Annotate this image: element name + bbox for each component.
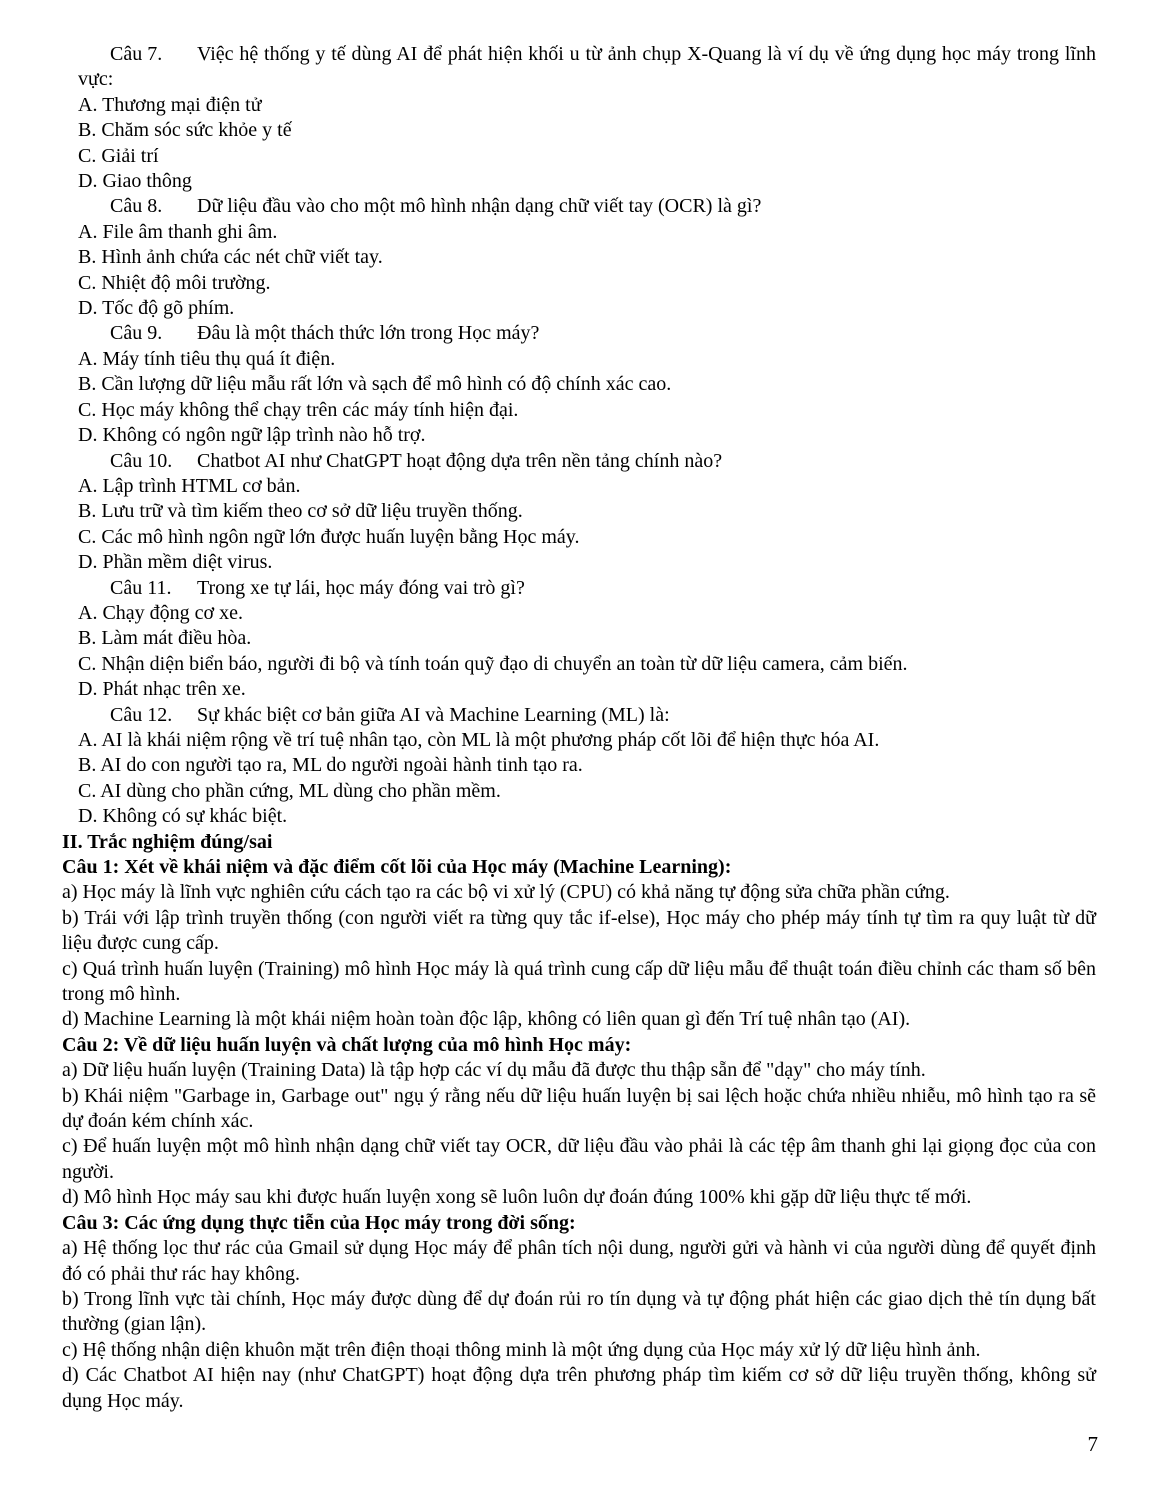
question-text: Sự khác biệt cơ bản giữa AI và Machine Learning (ML) là:	[197, 703, 670, 726]
tf-statement: d) Mô hình Học máy sau khi được huấn luyện xong sẽ luôn luôn dự đoán đúng 100% khi gặp dữ liệu thực tế mới.	[62, 1186, 972, 1209]
question-number: Câu 9.	[110, 322, 163, 345]
question-option: D. Không có sự khác biệt.	[78, 805, 288, 828]
question-option: C. Các mô hình ngôn ngữ lớn được huấn luyện bằng Học máy.	[78, 525, 580, 548]
question-option: B. Lưu trữ và tìm kiếm theo cơ sở dữ liệu truyền thống.	[78, 500, 523, 523]
question-option: A. AI là khái niệm rộng về trí tuệ nhân tạo, còn ML là một phương pháp cốt lõi để hiện thực hóa AI.	[78, 728, 880, 751]
tf-statement: a) Học máy là lĩnh vực nghiên cứu cách tạo ra các bộ vi xử lý (CPU) có khả năng tự động sửa chữa phần cứng.	[62, 881, 950, 904]
question-header	[78, 42, 1096, 93]
question-option: D. Không có ngôn ngữ lập trình nào hỗ trợ.	[78, 424, 426, 447]
question-option: A. Máy tính tiêu thụ quá ít điện.	[78, 347, 336, 370]
question-option: D. Tốc độ gõ phím.	[78, 297, 235, 320]
question-option: B. Hình ảnh chứa các nét chữ viết tay.	[78, 246, 383, 269]
question-option: B. AI do con người tạo ra, ML do người ngoài hành tinh tạo ra.	[78, 754, 583, 777]
tf-statement: b) Trái với lập trình truyền thống (con người viết ra từng quy tắc if-else), Học máy cho phép máy tính tự tìm ra quy luật từ dữ liệu được cung cấp.	[62, 906, 1096, 955]
tf-question-heading: Câu 1: Xét về khái niệm và đặc điểm cốt lõi của Học máy (Machine Learning):	[62, 856, 732, 878]
question-text: Chatbot AI như ChatGPT hoạt động dựa trên nền tảng chính nào?	[197, 449, 723, 472]
question-option: A. File âm thanh ghi âm.	[78, 220, 278, 243]
question-option: D. Phần mềm diệt virus.	[78, 551, 273, 574]
section-heading: II. Trắc nghiệm đúng/sai	[62, 830, 273, 853]
page-number: 7	[1087, 1432, 1098, 1456]
question-option: C. Học máy không thể chạy trên các máy tính hiện đại.	[78, 398, 519, 421]
question-option: C. Giải trí	[78, 144, 159, 167]
question-option: A. Thương mại điện tử	[78, 93, 262, 116]
question-option: B. Cần lượng dữ liệu mẫu rất lớn và sạch để mô hình có độ chính xác cao.	[78, 373, 672, 396]
question-number: Câu 7.	[110, 43, 163, 65]
question-number: Câu 8.	[110, 195, 163, 218]
tf-question-heading: Câu 3: Các ứng dụng thực tiễn của Học máy trong đời sống:	[62, 1211, 576, 1234]
question-header	[78, 194, 1096, 219]
tf-statement: a) Dữ liệu huấn luyện (Training Data) là tập hợp các ví dụ mẫu đã được thu thập sẵn để "dạy" cho máy tính.	[62, 1059, 926, 1082]
question-header	[78, 321, 1096, 346]
tf-statement: c) Để huấn luyện một mô hình nhận dạng chữ viết tay OCR, dữ liệu đầu vào phải là các tệp âm thanh ghi lại giọng đọc của con người.	[62, 1135, 1096, 1183]
question-header	[78, 576, 1096, 601]
tf-statement: d) Các Chatbot AI hiện nay (như ChatGPT) hoạt động dựa trên phương pháp tìm kiếm cơ sở dữ liệu truyền thống, không sử dụng Học máy.	[62, 1364, 1096, 1412]
question-text: Đâu là một thách thức lớn trong Học máy?	[197, 322, 540, 345]
tf-statement: b) Khái niệm "Garbage in, Garbage out" ngụ ý rằng nếu dữ liệu huấn luyện bị sai lệch hoặc chứa nhiều nhiễu, mô hình tạo ra sẽ dự đoán kém chính xác.	[62, 1084, 1096, 1133]
question-number: Câu 12.	[110, 703, 173, 726]
tf-statement: b) Trong lĩnh vực tài chính, Học máy được dùng để dự đoán rủi ro tín dụng và tự động phát hiện các giao dịch thẻ tín dụng bất thường (gian lận).	[62, 1287, 1096, 1336]
tf-statement: d) Machine Learning là một khái niệm hoàn toàn độc lập, không có liên quan gì đến Trí tuệ nhân tạo (AI).	[62, 1008, 911, 1031]
question-option: A. Chạy động cơ xe.	[78, 601, 243, 624]
question-number: Câu 10.	[110, 449, 173, 472]
question-header	[78, 703, 1096, 728]
question-text: Dữ liệu đầu vào cho một mô hình nhận dạng chữ viết tay (OCR) là gì?	[197, 195, 762, 218]
question-option: B. Làm mát điều hòa.	[78, 627, 252, 650]
question-number: Câu 11.	[110, 576, 172, 599]
question-option: D. Phát nhạc trên xe.	[78, 678, 246, 701]
question-option: D. Giao thông	[78, 170, 192, 193]
question-header	[78, 449, 1096, 474]
question-option: A. Lập trình HTML cơ bản.	[78, 474, 301, 497]
question-text: Trong xe tự lái, học máy đóng vai trò gì?	[197, 576, 525, 599]
tf-statement: c) Quá trình huấn luyện (Training) mô hình Học máy là quá trình cung cấp dữ liệu mẫu để thuật toán điều chỉnh các tham số bên trong mô hình.	[62, 957, 1096, 1006]
tf-statement: c) Hệ thống nhận diện khuôn mặt trên điện thoại thông minh là một ứng dụng của Học máy xử lý dữ liệu hình ảnh.	[62, 1338, 981, 1361]
question-option: C. Nhận diện biển báo, người đi bộ và tính toán quỹ đạo di chuyển an toàn từ dữ liệu camera, cảm biến.	[78, 652, 908, 675]
section-true-false	[62, 830, 1096, 1414]
tf-question-heading: Câu 2: Về dữ liệu huấn luyện và chất lượng của mô hình Học máy:	[62, 1033, 632, 1056]
tf-statement: a) Hệ thống lọc thư rác của Gmail sử dụng Học máy để phân tích nội dung, người gửi và hành vi của người dùng để quyết định đó có phải thư rác hay không.	[62, 1237, 1096, 1285]
section-multiple-choice	[62, 42, 1096, 830]
question-option: B. Chăm sóc sức khỏe y tế	[78, 119, 292, 142]
question-option: C. AI dùng cho phần cứng, ML dùng cho phần mềm.	[78, 779, 501, 802]
question-option: C. Nhiệt độ môi trường.	[78, 271, 271, 294]
question-text: Việc hệ thống y tế dùng AI để phát hiện khối u từ ảnh chụp X-Quang là ví dụ về ứng dụng học máy trong lĩnh vực:	[78, 43, 1096, 91]
